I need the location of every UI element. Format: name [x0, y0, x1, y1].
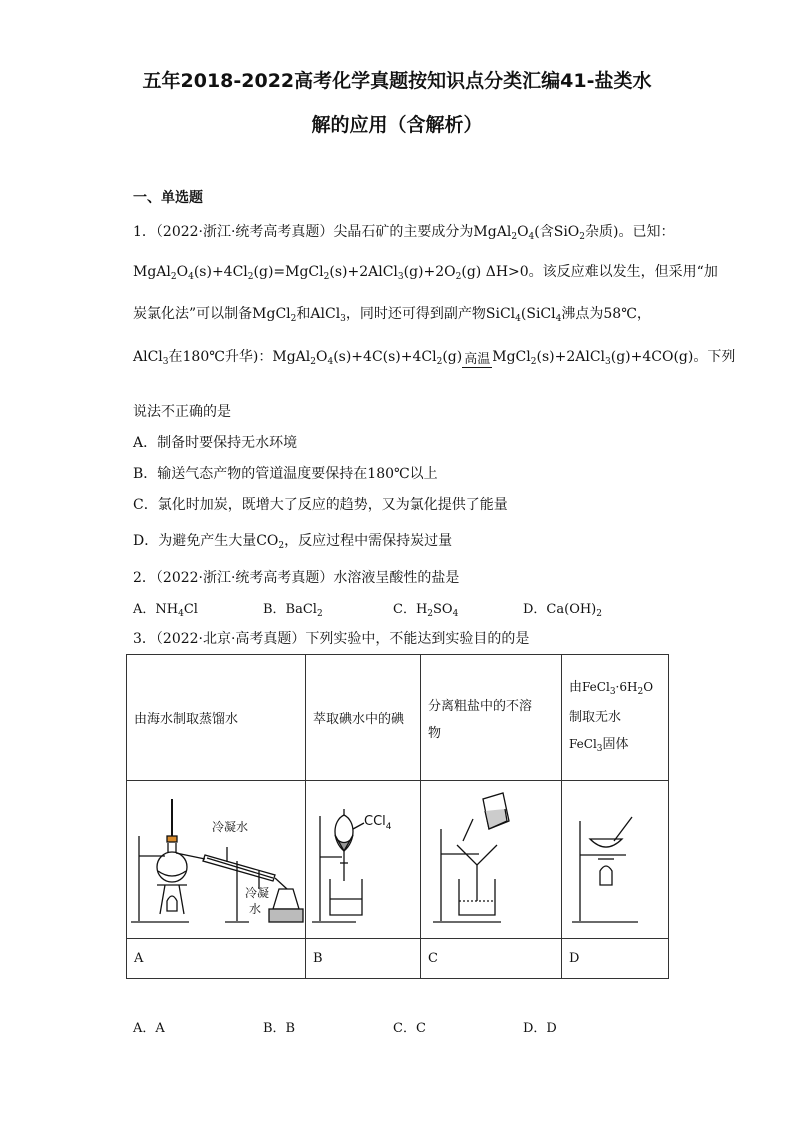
document-title-line-2: 解的应用（含解析）: [311, 114, 483, 136]
q1-line-1: 1．（2022·浙江·统考高考真题）尖晶石矿的主要成分为$MgAl_2O_4$(含SiO$_2$杂质)。已知：: [133, 224, 675, 242]
cell-filtration: 分离粗盐中的不溶 物: [421, 655, 562, 781]
filtration-apparatus: [421, 781, 561, 934]
label-cell-b: B: [306, 939, 421, 979]
document-title-line-1: 五年2018-2022高考化学真题按知识点分类汇编41-盐类水: [142, 70, 652, 92]
q2-option-d: D．$Ca(OH)_2$: [523, 602, 602, 619]
separatory-funnel-apparatus: [306, 781, 418, 934]
q3-options: [133, 1017, 653, 1036]
ccl4-label: CCl$_4$: [364, 814, 392, 832]
section-title: 一、单选题: [133, 190, 203, 206]
figure-cell-b: [306, 781, 421, 939]
q1-line-3: 炭氯化法”可以制备MgCl$_2$和AlCl$_3$，同时还可得到副产物SiCl$_4$(SiCl$_4$沸点为58℃，: [133, 306, 651, 324]
q3-option-a: A．A: [133, 1021, 165, 1036]
figure-cell-a: [127, 781, 306, 939]
q1-option-c: C．氯化时加炭，既增大了反应的趋势，又为氯化提供了能量: [133, 497, 508, 513]
table-row: [127, 939, 669, 979]
q1-line-4: AlCl$_3$在180℃升华)：$MgAl_2O_4(s)+4C(s)+4Cl_2(g)$ 高温 MgCl$_2$(s)+2AlCl$_3$(g)+4CO(g)。下列: [133, 349, 736, 367]
q1-option-b: B．输送气态产物的管道温度要保持在180℃以上: [133, 466, 438, 482]
q2-option-c: C．$H_2SO_4$: [393, 602, 459, 619]
cooling-water-label-top: 冷凝水: [212, 820, 249, 834]
cell-distillation: 由海水制取蒸馏水: [127, 655, 306, 781]
label-cell-a: A: [127, 939, 306, 979]
experiment-table: [126, 654, 669, 979]
q1-line-2: $MgAl_2O_4(s)+4Cl_2(g)=MgCl_2(s)+2AlCl_3(g)+2O_2(g)$ ΔH>0。该反应难以发生，但采用“加: [133, 264, 718, 282]
cell-extraction: 萃取碘水中的碘: [306, 655, 421, 781]
cell-evaporation: 由$FeCl_3\cdot 6H_2O$ 制取无水 FeCl$_3$固体: [562, 655, 669, 781]
q1-option-d: D．为避免产生大量$CO_2$，反应过程中需保持炭过量: [133, 533, 453, 551]
figure-cell-d: [562, 781, 669, 939]
reaction-condition: 高温: [464, 352, 491, 367]
label-cell-c: C: [421, 939, 562, 979]
evaporation-apparatus: [562, 781, 668, 934]
label-cell-d: D: [562, 939, 669, 979]
cooling-water-label-bottom-2: 水: [249, 902, 262, 916]
cooling-water-label-bottom-1: 冷凝: [245, 886, 270, 900]
q2-options: [133, 598, 653, 619]
table-row: [127, 781, 669, 939]
distillation-apparatus: [127, 781, 305, 934]
q2-option-a: A．$NH_4Cl$: [133, 602, 198, 619]
table-row: [127, 655, 669, 781]
q3-option-b: B．B: [263, 1021, 296, 1036]
q2-option-b: B．BaCl$_2$: [263, 602, 323, 619]
q3-option-d: D．D: [523, 1021, 557, 1036]
q3-stem: 3．（2022·北京·高考真题）下列实验中，不能达到实验目的的是: [133, 631, 530, 647]
q1-option-a: A．制备时要保持无水环境: [133, 435, 298, 451]
q1-line-5: 说法不正确的是: [133, 404, 231, 420]
q2-stem: 2．（2022·浙江·统考高考真题）水溶液呈酸性的盐是: [133, 570, 460, 586]
figure-cell-c: [421, 781, 562, 939]
q3-option-c: C．C: [393, 1021, 426, 1036]
